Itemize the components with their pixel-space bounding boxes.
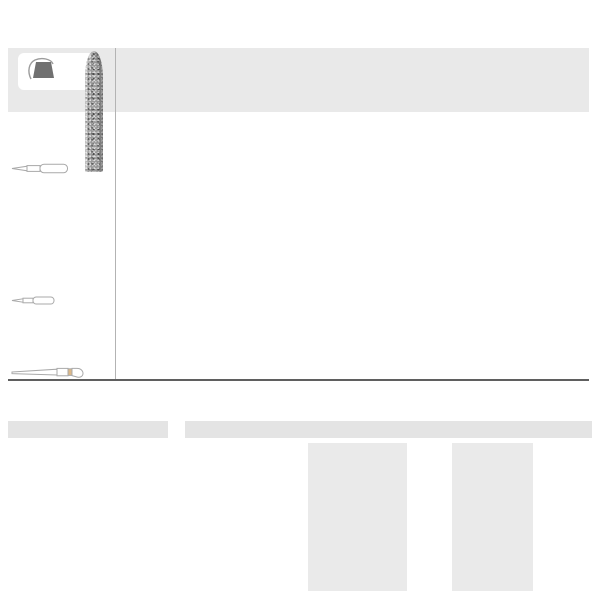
grit-color-code-panel <box>185 421 592 593</box>
table-divider <box>115 48 116 379</box>
featured-bur-photo <box>85 51 103 172</box>
special-column-stripe <box>452 443 533 591</box>
fg-handpiece-icon <box>11 163 69 174</box>
fg-miniature-handpiece-icon <box>11 296 55 305</box>
symbols-panel-title <box>8 421 168 438</box>
indication-symbols-panel <box>8 421 168 593</box>
ra-handpiece-icon <box>11 366 85 379</box>
bur-shape-chip <box>18 53 94 90</box>
granulometry-panel-title <box>185 421 592 438</box>
bur-profile-icon <box>22 57 66 85</box>
bur-series-table <box>8 48 589 381</box>
code-column-stripe <box>308 443 407 591</box>
